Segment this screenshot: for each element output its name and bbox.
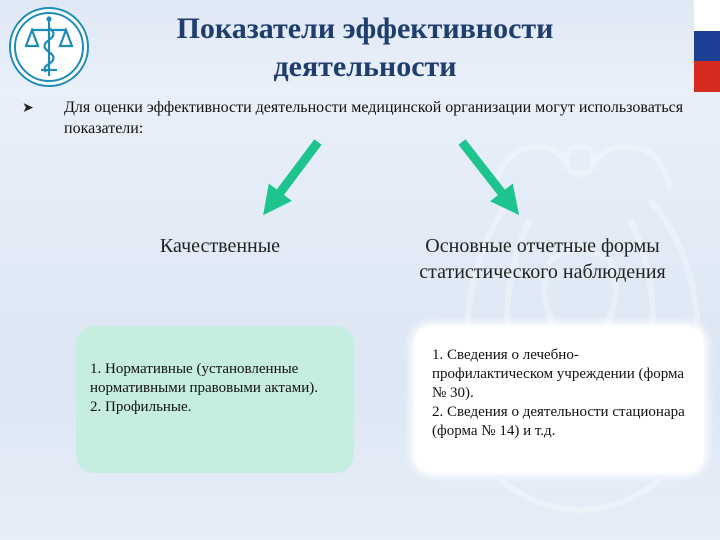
statistical-forms-box-text: 1. Сведения о лечебно-профилактическом учреждении (форма № 30). 2. Сведения о деятельности стационара (форма № 14) и т.д. [432,347,685,439]
category-statistical-forms: Основные отчетные формы статистического наблюдения [419,235,666,283]
russian-flag-icon [694,0,720,92]
statistical-forms-box [414,326,704,473]
medical-caduceus-scales-icon [8,6,90,88]
qualitative-box-text: 1. Нормативные (установленные нормативными правовыми актами). 2. Профильные. [90,361,319,415]
category-qualitative: Качественные [159,235,281,257]
page-title: Показатели эффективности деятельности [176,12,554,83]
arrowhead-bullet-icon: ➤ [22,101,34,116]
intro-text: Для оценки эффективности деятельности медицинской организации могут использоваться показатели: [64,99,684,137]
left-green-arrow-icon [270,142,318,206]
qualitative-box [76,326,354,473]
